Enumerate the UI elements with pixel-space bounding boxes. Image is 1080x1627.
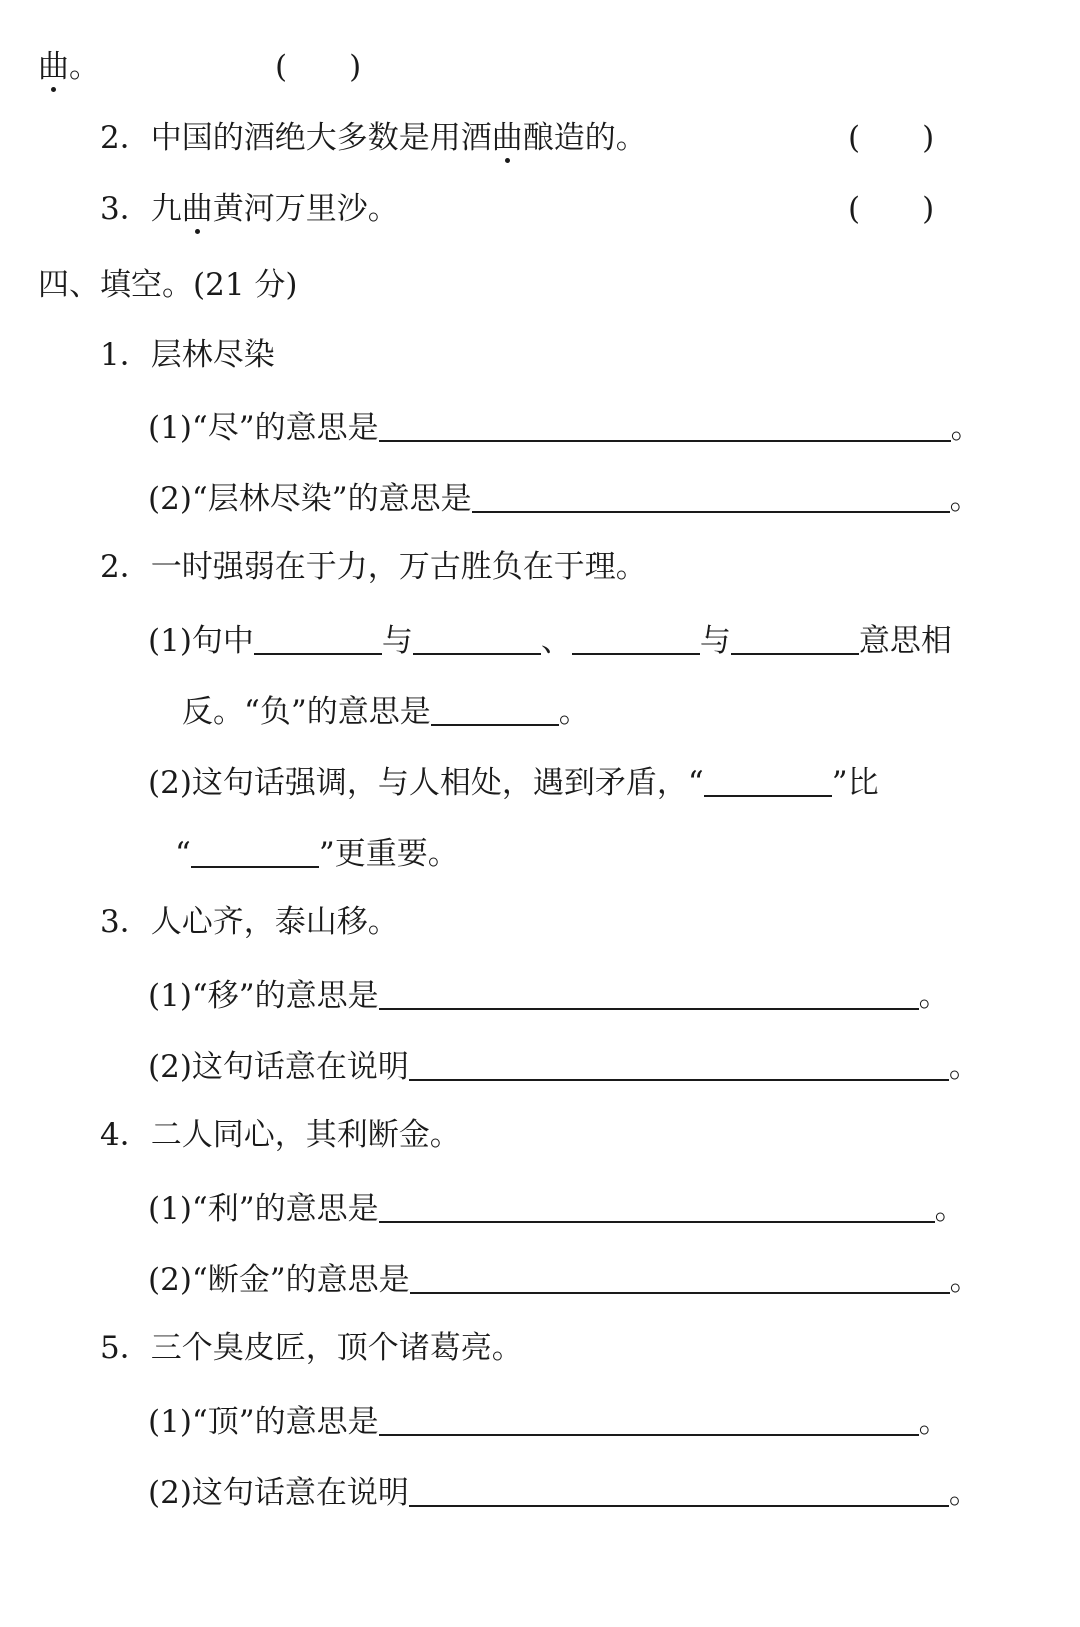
sub-question: (2)这句话意在说明 。	[148, 1475, 980, 1511]
answer-paren[interactable]: ( )	[275, 49, 362, 85]
answer-blank[interactable]	[731, 623, 859, 655]
prev-item-tail: 曲。	[38, 49, 100, 85]
judge-item-2: 2．中国的酒绝大多数是用酒曲酿造的。	[100, 120, 647, 156]
answer-blank[interactable]	[410, 1262, 950, 1294]
answer-blank[interactable]	[379, 1191, 935, 1223]
dotted-char: 曲	[181, 191, 213, 227]
sub-question: (1)“移”的意思是 。	[148, 978, 950, 1014]
answer-blank[interactable]	[379, 978, 919, 1010]
judge-item-3: 3．九曲黄河万里沙。	[100, 191, 399, 227]
answer-blank[interactable]	[472, 481, 950, 513]
answer-paren[interactable]: ( )	[848, 191, 935, 227]
answer-paren[interactable]: ( )	[848, 120, 935, 156]
answer-blank[interactable]	[704, 765, 832, 797]
question-title: 3．人心齐，泰山移。	[100, 904, 399, 940]
sub-question: (1)“利”的意思是 。	[148, 1191, 966, 1227]
sub-question: (1)句中 与 、 与 意思相	[148, 623, 952, 659]
sub-question-cont: “ ”更重要。	[175, 836, 459, 872]
answer-blank[interactable]	[379, 1404, 919, 1436]
answer-blank[interactable]	[254, 623, 382, 655]
sub-question-cont: 反。“负”的意思是 。	[182, 694, 590, 730]
sub-question: (2)这句话意在说明 。	[148, 1049, 980, 1085]
question-title: 5．三个臭皮匠，顶个诸葛亮。	[100, 1330, 523, 1366]
sub-question: (2)这句话强调，与人相处，遇到矛盾，“ ”比	[148, 765, 879, 801]
answer-blank[interactable]	[572, 623, 700, 655]
answer-blank[interactable]	[409, 1475, 949, 1507]
dotted-char: 曲	[491, 120, 523, 156]
dotted-char: 曲	[38, 49, 69, 85]
answer-blank[interactable]	[413, 623, 541, 655]
section-heading: 四、填空。(21 分)	[38, 267, 298, 303]
answer-blank[interactable]	[379, 410, 951, 442]
sub-question: (2)“层林尽染”的意思是 。	[148, 481, 981, 517]
sub-question: (1)“顶”的意思是 。	[148, 1404, 950, 1440]
sub-question: (1)“尽”的意思是 。	[148, 410, 982, 446]
sub-question: (2)“断金”的意思是 。	[148, 1262, 981, 1298]
question-title: 1．层林尽染	[100, 337, 275, 373]
question-title: 4．二人同心，其利断金。	[100, 1117, 461, 1153]
answer-blank[interactable]	[409, 1049, 949, 1081]
answer-blank[interactable]	[191, 836, 319, 868]
question-title: 2．一时强弱在于力，万古胜负在于理。	[100, 549, 647, 585]
answer-blank[interactable]	[431, 694, 559, 726]
